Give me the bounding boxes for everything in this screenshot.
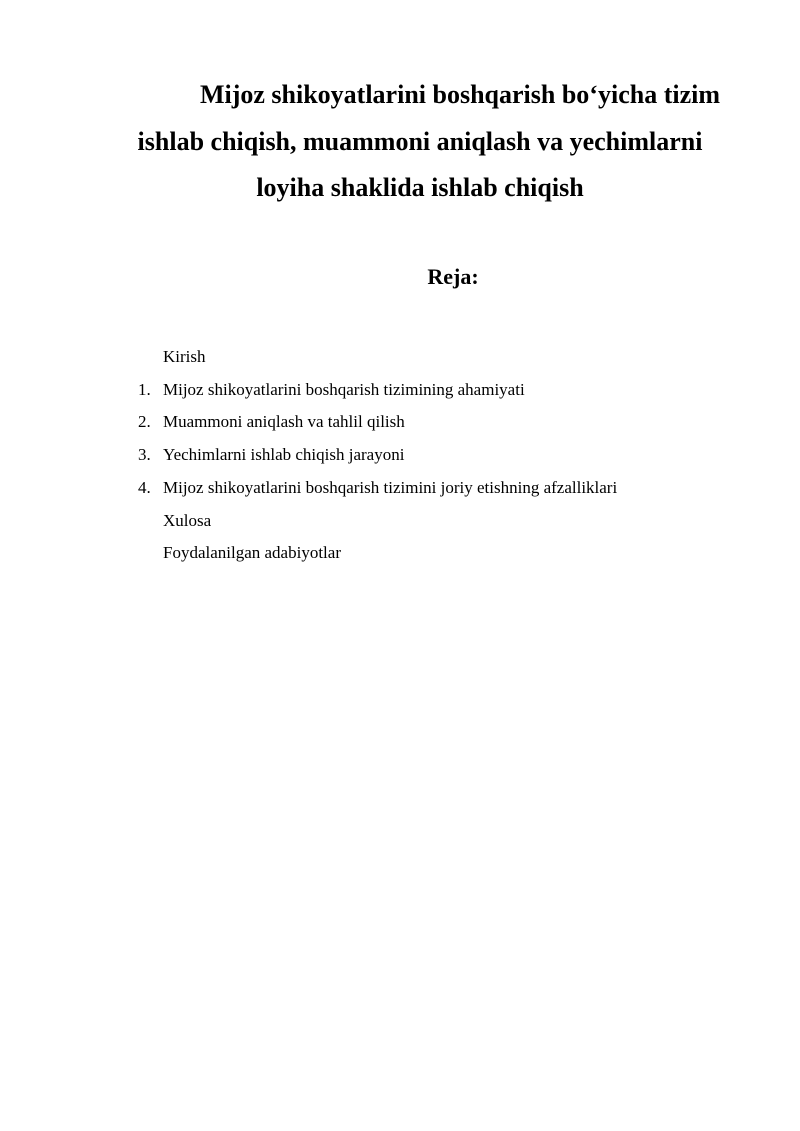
toc-item-references (0, 537, 617, 570)
toc-item-1 (0, 374, 617, 407)
toc-item-number: 3. (138, 445, 151, 465)
toc-item-text: Xulosa (163, 510, 212, 530)
toc-item-conclusion (0, 505, 617, 538)
toc-item-text: Mijoz shikoyatlarini boshqarish tizimini joriy etishning afzalliklari (163, 477, 618, 497)
toc-item-text: Mijoz shikoyatlarini boshqarish tizimining ahamiyati (163, 379, 525, 399)
toc-item-text: Yechimlarni ishlab chiqish jarayoni (163, 445, 405, 465)
plan-heading: Reja: (427, 264, 479, 289)
toc-item-number: 2. (138, 412, 151, 432)
toc-item-number: 1. (138, 379, 151, 399)
title-line-3: loyiha shaklida ishlab chiqish (256, 173, 584, 202)
toc-item-3 (0, 439, 617, 472)
document-title (120, 72, 720, 212)
toc-item-2 (0, 406, 617, 439)
toc-item-text: Foydalanilgan adabiyotlar (163, 543, 341, 563)
toc-item-text: Muammoni aniqlash va tahlil qilish (163, 412, 405, 432)
title-line-1: Mijoz shikoyatlarini boshqarish bo‘yicha tizim (199, 80, 720, 109)
toc-item-intro (0, 341, 617, 374)
table-of-contents (0, 341, 617, 570)
toc-item-number: 4. (138, 477, 151, 497)
toc-item-text: Kirish (163, 347, 206, 366)
toc-item-4 (0, 472, 617, 505)
title-line-2: ishlab chiqish, muammoni aniqlash va yechimlarni (137, 126, 703, 156)
